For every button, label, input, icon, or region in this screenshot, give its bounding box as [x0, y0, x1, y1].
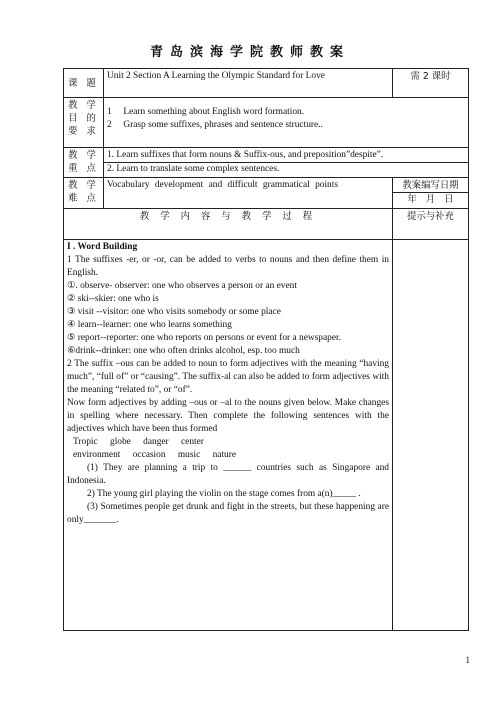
lesson-plan-table	[63, 68, 469, 631]
example-item: ② ski--skier: one who is	[67, 294, 159, 304]
page-number: 1	[465, 655, 470, 665]
example-item: ③ visit --visitor: one who visits somebody or some place	[67, 307, 281, 317]
section-title: I . Word Building	[67, 242, 138, 252]
date-label: 教案编写日期	[393, 179, 468, 193]
topic-value: Unit 2 Section A Learning the Olympic Standard for Love	[104, 69, 393, 98]
sentence-item: (3) Sometimes people get drunk and fight in the streets, but these happening are only_______.	[67, 502, 389, 525]
example-item: ①. observe- observer: one who observes a person or an event	[67, 281, 297, 291]
content-row	[64, 240, 469, 631]
goal-item: 1 Learn something about English word formation.	[107, 107, 305, 117]
example-item: ⑥drink--drinker: one who often drinks alcohol, esp. too much	[67, 346, 300, 356]
example-item: ⑤ report--reporter: one who reports on persons or event for a newspaper.	[67, 333, 341, 343]
key-points-label: 教 学 重 点	[64, 148, 104, 178]
process-header-row	[64, 209, 469, 240]
goals-row	[64, 98, 469, 148]
difficulties-row	[64, 178, 469, 209]
intro-text: 1 The suffixes -er, or -or, can be added to verbs to nouns and then define them in English.	[67, 255, 389, 278]
date-value: 年 月 日	[407, 194, 454, 205]
difficulties-label: 教 学 难 点	[64, 178, 104, 209]
notes-cell	[393, 240, 469, 631]
key-points-content	[104, 148, 469, 178]
key-point-item: 2. Learn to translate some complex sentences.	[107, 164, 280, 174]
content-cell	[64, 240, 393, 631]
key-point-item: 1. Learn suffixes that form nouns & Suffix-ous, and preposition”despite”.	[104, 149, 468, 163]
date-cell	[393, 178, 469, 209]
suffix-ous-text: 2 The suffix –ous can be added to noun to form adjectives with the meaning “having much”, “full of” or “causing”. The suffix-al can also be added to form adjectives with the meaning “related to”, or “of”.	[67, 359, 389, 395]
word-list-2: environment occasion music nature	[73, 450, 237, 460]
page-title: 青岛滨海学院教师教案	[149, 45, 350, 60]
topic-row	[64, 69, 469, 98]
key-points-row	[64, 148, 469, 178]
goals-label: 教 学 目 的 要 求	[64, 98, 104, 148]
goals-content	[104, 98, 469, 148]
notes-header: 提示与补充	[393, 209, 469, 240]
hours-value: 需 2 课时	[393, 69, 469, 98]
instruction-text: Now form adjectives by adding –ous or –al to the nouns given below. Make changes in spelling where necessary. Then complete the following sentences with the adjectives which have been thus formed	[67, 398, 389, 434]
word-list-1: Tropic globe danger center	[73, 437, 204, 447]
sentence-item: (1) They are planning a trip to ______ countries such as Singapore and Indonesia.	[67, 463, 389, 486]
difficulties-text: Vocabulary development and difficult grammatical points	[104, 178, 393, 209]
topic-label: 课 题	[64, 69, 104, 98]
goal-item: 2 Grasp some suffixes, phrases and sentence structure..	[107, 120, 323, 130]
process-header: 教 学 内 容 与 教 学 过 程	[64, 209, 393, 240]
sentence-item: 2) The young girl playing the violin on the stage comes from a(n)_____ .	[87, 489, 361, 499]
example-item: ④ learn--learner: one who learns something	[67, 320, 232, 330]
